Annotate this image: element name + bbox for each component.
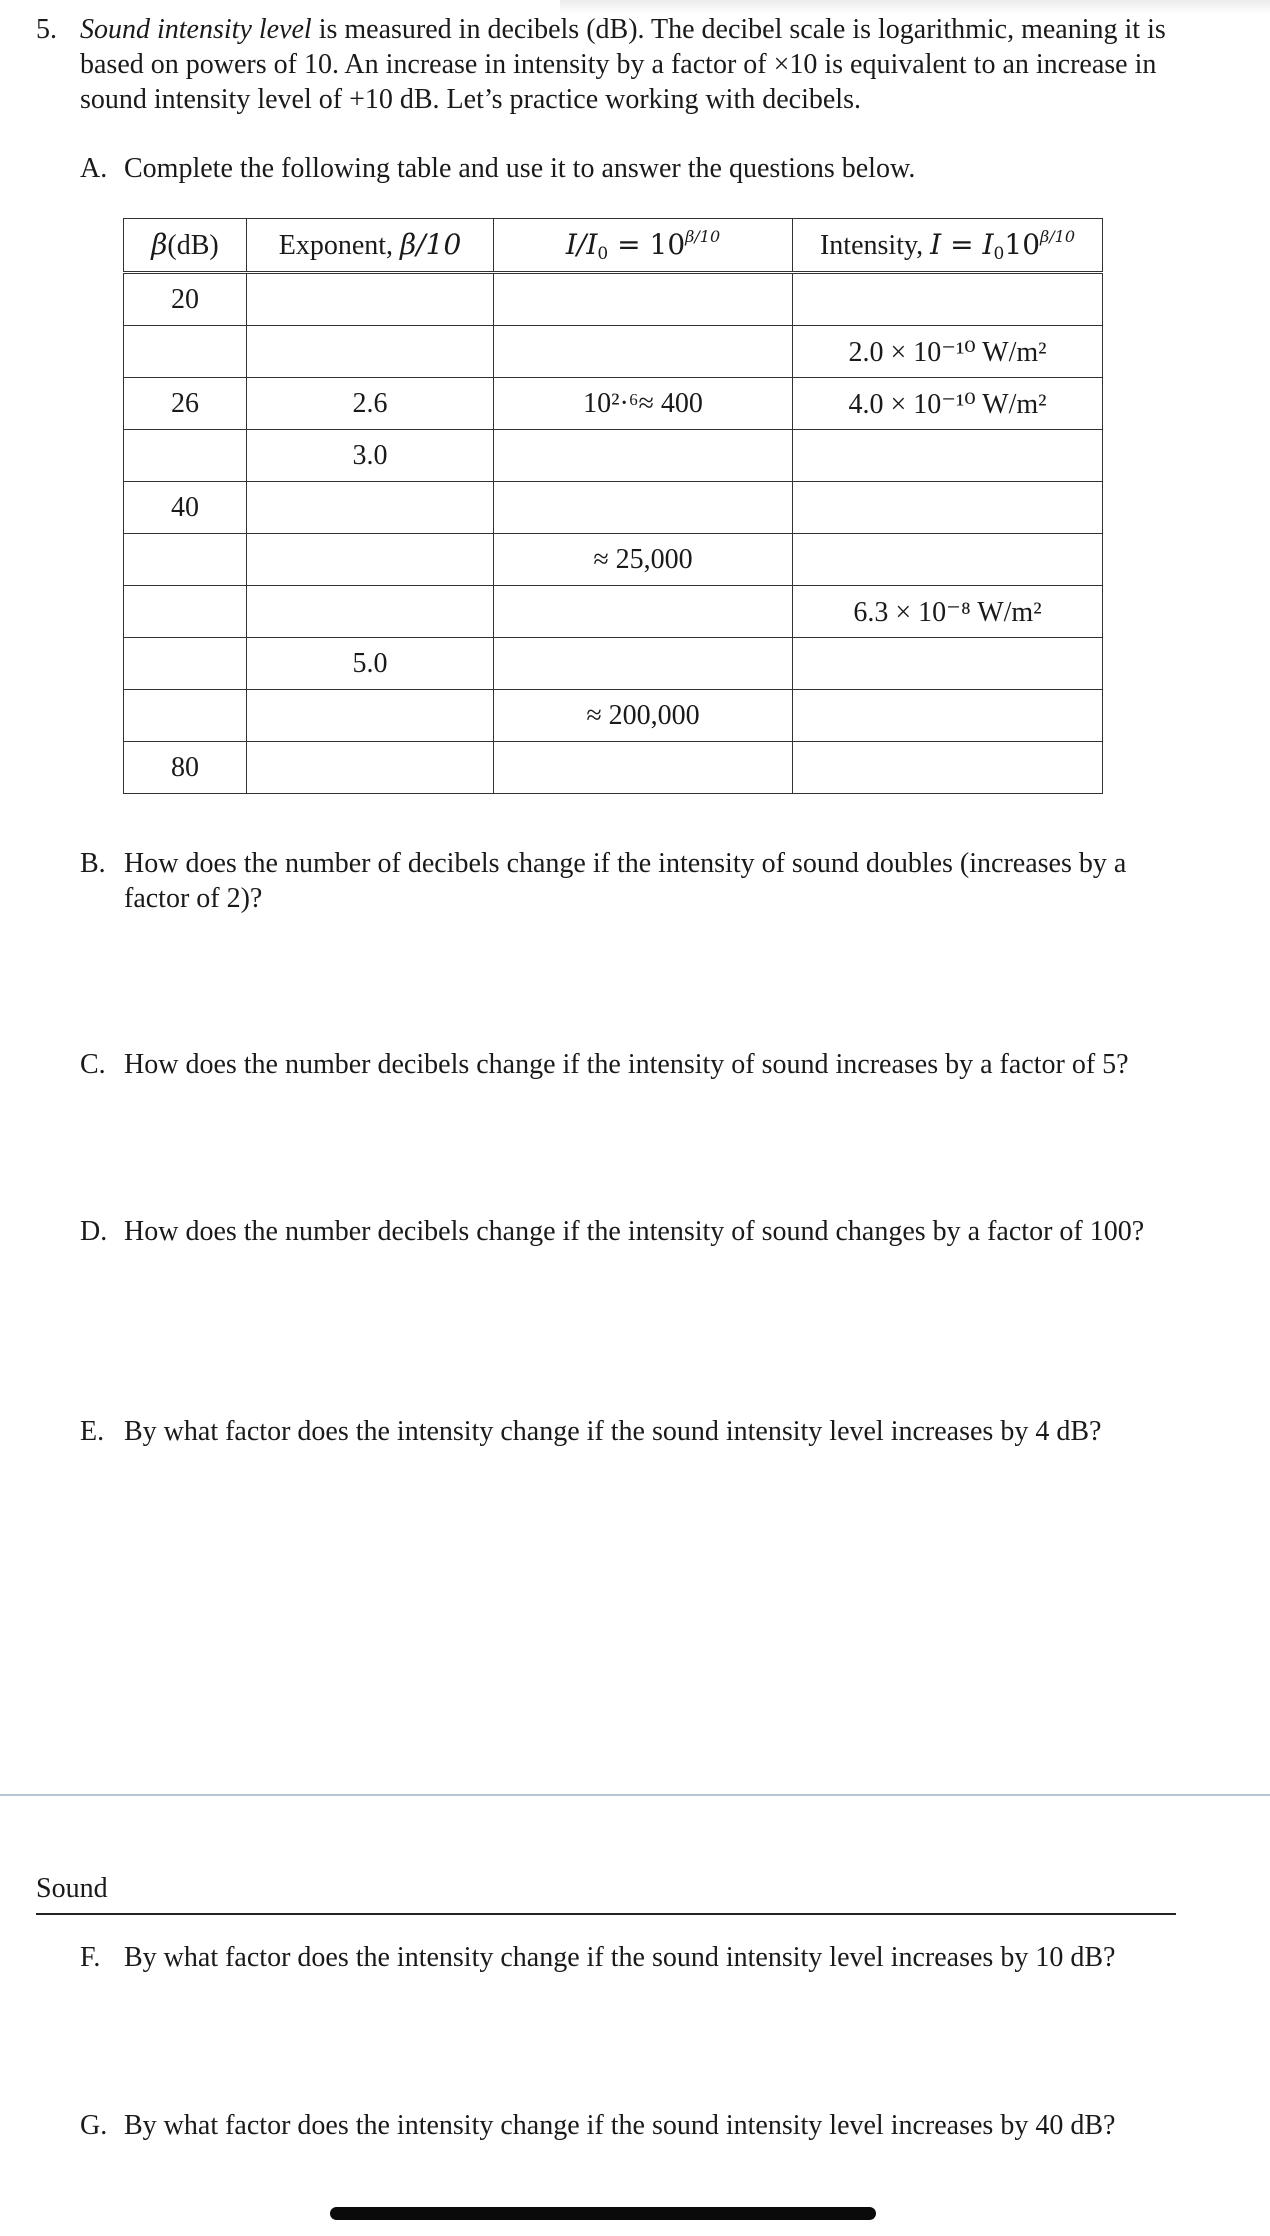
cell-ratio[interactable] [494, 326, 793, 378]
cell-exponent[interactable] [247, 326, 494, 378]
problem-text [80, 12, 1186, 117]
cell-intensity[interactable]: 6.3 × 10⁻⁸ W/m² [793, 586, 1103, 638]
header-exponent: Exponent, β/10 [247, 219, 494, 273]
cell-exponent[interactable] [247, 586, 494, 638]
cell-intensity[interactable]: 4.0 × 10⁻¹⁰ W/m² [793, 378, 1103, 430]
part-a [80, 151, 1190, 186]
question-g [80, 2108, 1190, 2143]
question-f-letter: F. [80, 1942, 101, 1973]
problem-term: Sound intensity level [80, 14, 312, 45]
question-b [80, 846, 1190, 916]
header-beta: β(dB) [124, 219, 247, 273]
table-header-row [124, 219, 1103, 273]
cell-ratio[interactable]: ≈ 25,000 [494, 534, 793, 586]
cell-exponent[interactable] [247, 482, 494, 534]
table-row [124, 586, 1103, 638]
decibel-table [123, 218, 1103, 794]
question-g-text: By what factor does the intensity change if the sound intensity level increases by 40 dB? [124, 2110, 1116, 2141]
cell-beta[interactable]: 20 [124, 273, 247, 326]
cell-exponent[interactable] [247, 534, 494, 586]
cell-intensity[interactable] [793, 638, 1103, 690]
header-ratio: $I/I_0 = 10^{\beta/10}$ [494, 219, 793, 273]
cell-beta[interactable] [124, 534, 247, 586]
cell-ratio[interactable] [494, 586, 793, 638]
cell-beta[interactable] [124, 326, 247, 378]
cell-intensity[interactable] [793, 430, 1103, 482]
problem-intro-rest: is measured in decibels (dB). The decibel scale is logarithmic, meaning it is based on powers of 10. An increase in intensity by a factor of ×10 is equivalent to an increase in sound intensity level of +10 dB. Let’s practice working with decibels. [80, 14, 1166, 115]
question-g-letter: G. [80, 2110, 108, 2141]
cell-exponent[interactable] [247, 742, 494, 794]
cell-ratio[interactable]: 10²·⁶≈ 400 [494, 378, 793, 430]
table-row [124, 742, 1103, 794]
cell-beta[interactable] [124, 430, 247, 482]
table-row [124, 273, 1103, 326]
cell-beta[interactable]: 80 [124, 742, 247, 794]
cell-exponent[interactable]: 5.0 [247, 638, 494, 690]
cell-exponent[interactable] [247, 690, 494, 742]
question-e-text: By what factor does the intensity change if the sound intensity level increases by 4 dB? [124, 1416, 1102, 1447]
question-d-text: How does the number decibels change if the intensity of sound changes by a factor of 100? [124, 1216, 1145, 1247]
table-row [124, 378, 1103, 430]
header-rule [36, 1913, 1176, 1915]
part-a-text: Complete the following table and use it to answer the questions below. [124, 153, 916, 184]
cell-ratio[interactable] [494, 742, 793, 794]
cell-ratio[interactable] [494, 482, 793, 534]
question-e [80, 1414, 1190, 1449]
question-b-letter: B. [80, 848, 106, 879]
question-e-letter: E. [80, 1416, 105, 1447]
cell-intensity[interactable] [793, 534, 1103, 586]
cell-ratio[interactable]: ≈ 200,000 [494, 690, 793, 742]
question-f-text: By what factor does the intensity change if the sound intensity level increases by 10 dB? [124, 1942, 1116, 1973]
question-f [80, 1940, 1190, 1975]
question-c-text: How does the number decibels change if the intensity of sound increases by a factor of 5? [124, 1049, 1129, 1080]
cell-exponent[interactable]: 2.6 [247, 378, 494, 430]
cell-ratio[interactable] [494, 430, 793, 482]
table-row [124, 690, 1103, 742]
cell-exponent[interactable] [247, 273, 494, 326]
cell-exponent[interactable]: 3.0 [247, 430, 494, 482]
cell-beta[interactable] [124, 586, 247, 638]
table-row [124, 430, 1103, 482]
question-c [80, 1047, 1190, 1082]
cell-beta[interactable]: 26 [124, 378, 247, 430]
cell-beta[interactable] [124, 690, 247, 742]
section-header: Sound [36, 1873, 108, 1904]
question-c-letter: C. [80, 1049, 106, 1080]
cell-intensity[interactable] [793, 690, 1103, 742]
table-row [124, 326, 1103, 378]
question-b-text: How does the number of decibels change if the intensity of sound doubles (increases by a factor of 2)? [124, 848, 1127, 914]
cell-beta[interactable]: 40 [124, 482, 247, 534]
cell-beta[interactable] [124, 638, 247, 690]
question-d [80, 1214, 1190, 1249]
table-row [124, 534, 1103, 586]
cell-intensity[interactable] [793, 482, 1103, 534]
cell-ratio[interactable] [494, 638, 793, 690]
problem-number: 5. [36, 14, 57, 45]
cell-intensity[interactable] [793, 273, 1103, 326]
page-separator [0, 1794, 1270, 1796]
problem-intro [36, 12, 1186, 117]
cell-ratio[interactable] [494, 273, 793, 326]
cell-intensity[interactable]: 2.0 × 10⁻¹⁰ W/m² [793, 326, 1103, 378]
cell-intensity[interactable] [793, 742, 1103, 794]
part-a-letter: A. [80, 153, 108, 184]
table-row [124, 482, 1103, 534]
table-row [124, 638, 1103, 690]
home-indicator[interactable] [330, 2207, 876, 2220]
header-intensity: Intensity, $I = I_010^{\beta/10}$ [793, 219, 1103, 273]
question-d-letter: D. [80, 1216, 108, 1247]
